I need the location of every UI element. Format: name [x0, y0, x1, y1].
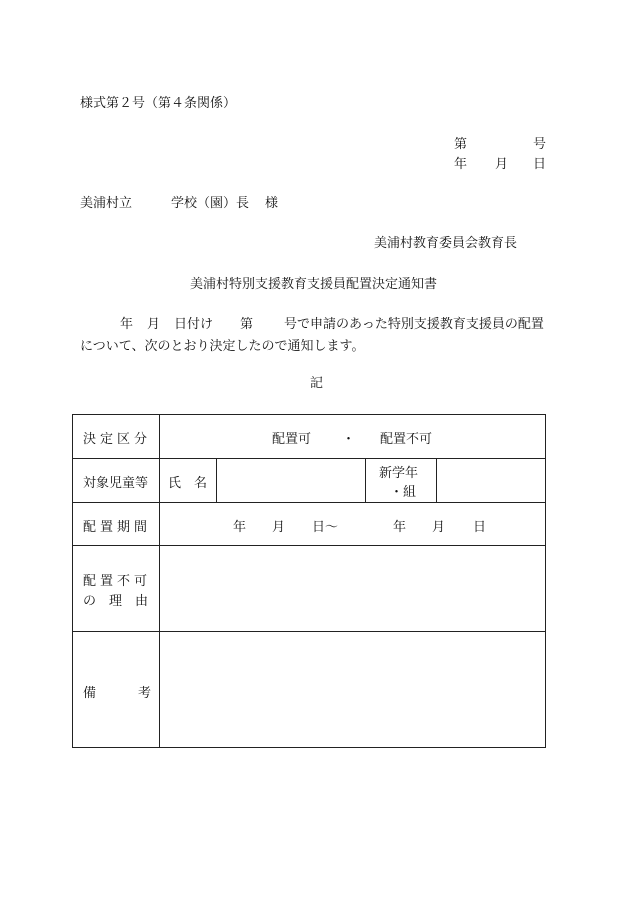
body-month: 月 [147, 317, 161, 332]
decision-ng-option[interactable]: 配置不可 [380, 432, 433, 447]
period-to-month: 月 [432, 520, 446, 535]
sender: 美浦村教育委員会教育長 [374, 236, 518, 251]
child-label-cell [73, 459, 160, 503]
date-year: 年 [454, 157, 468, 172]
grade-field[interactable] [437, 460, 545, 501]
ki-heading: 記 [310, 376, 324, 391]
addressee-principal: 学校（園）長 [171, 196, 250, 211]
decision-ok-option[interactable]: 配置可 [272, 432, 312, 447]
body-rest: 号で申請のあった特別支援教育支援員の配置 [284, 317, 544, 332]
form-number-label: 様式第２号（第４条関係） [80, 96, 237, 111]
decision-label: 決定区分 [83, 432, 152, 447]
grade-label-1: 新学年 [379, 466, 419, 481]
period-from-year: 年 [233, 520, 247, 535]
period-value-cell [160, 503, 546, 546]
decision-value-cell [160, 415, 546, 459]
child-value-cell [160, 459, 546, 503]
reason-field[interactable] [160, 546, 546, 632]
body-line-2: について、次のとおり決定したので通知します。 [80, 339, 365, 354]
doc-number-prefix: 第 [454, 137, 468, 152]
period-to-year: 年 [393, 520, 407, 535]
date-month: 月 [495, 157, 509, 172]
document-title: 美浦村特別支援教育支援員配置決定通知書 [190, 277, 438, 292]
remarks-label-2: 考 [138, 686, 152, 701]
reason-label-cell [73, 546, 160, 632]
remarks-field[interactable] [160, 632, 546, 748]
period-label: 配置期間 [83, 520, 152, 535]
body-no-prefix: 第 [240, 317, 254, 332]
decision-label-cell [73, 415, 160, 459]
row-remarks [73, 632, 546, 748]
remarks-label-cell [73, 632, 160, 748]
remarks-label-1: 備 [83, 686, 97, 701]
grade-divider-left [365, 459, 366, 502]
decision-separator: ・ [342, 432, 356, 447]
row-reason [73, 546, 546, 632]
decision-form-table [72, 414, 546, 748]
name-label: 氏 名 [168, 476, 208, 491]
date-day: 日 [533, 157, 547, 172]
row-period [73, 503, 546, 546]
child-label: 対象児童等 [83, 476, 149, 491]
addressee-honorific: 様 [265, 196, 279, 211]
grade-label-2: ・組 [390, 485, 417, 500]
row-child [73, 459, 546, 503]
period-label-cell [73, 503, 160, 546]
period-from-day: 日〜 [312, 520, 339, 535]
period-from-month: 月 [272, 520, 286, 535]
addressee-village: 美浦村立 [80, 196, 133, 211]
reason-label-1: 配置不可 [83, 574, 152, 589]
doc-number-suffix: 号 [533, 137, 547, 152]
reason-label-2: の 理 由 [83, 594, 149, 609]
row-decision [73, 415, 546, 459]
body-year: 年 [120, 317, 134, 332]
body-dated: 日付け [174, 317, 214, 332]
name-field[interactable] [217, 460, 365, 501]
period-to-day: 日 [473, 520, 487, 535]
